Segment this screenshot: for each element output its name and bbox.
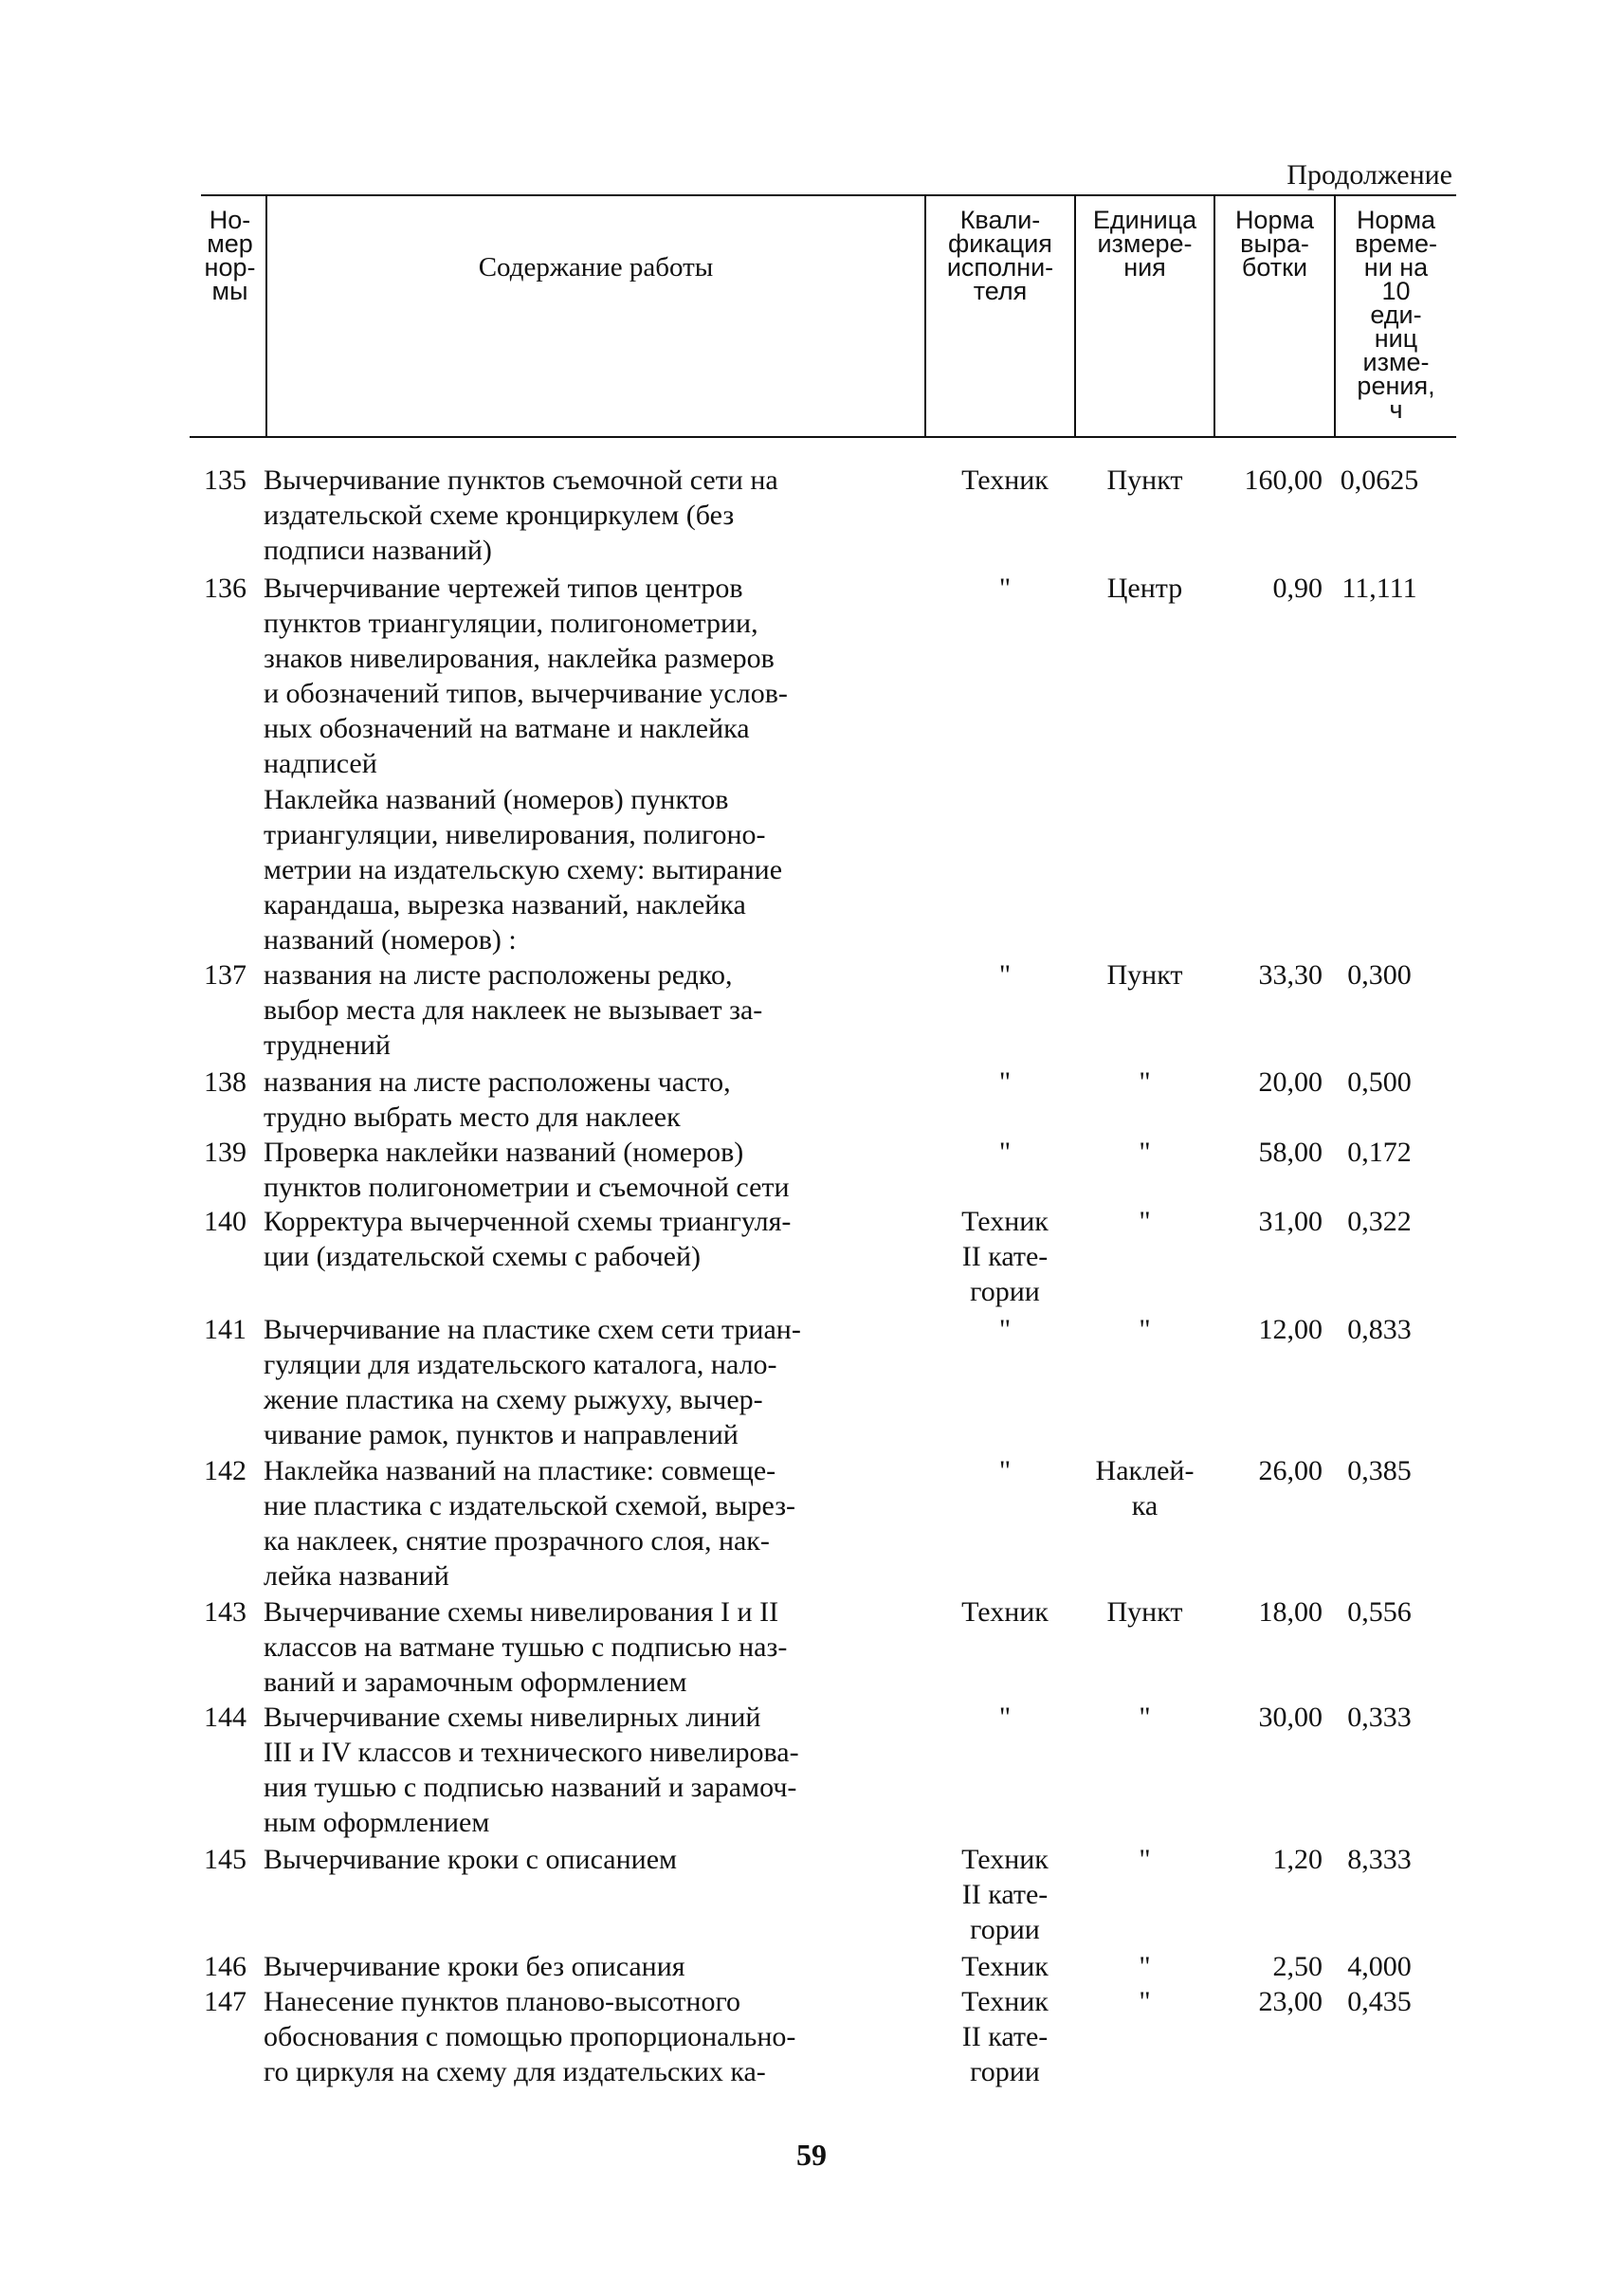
header-number: Но- мер нор- мы: [204, 206, 256, 305]
row-description: Вычерчивание пунктов съемочной сети на издательской схеме кронциркулем (без подписи названий): [264, 464, 778, 566]
row-output-rate: 33,30: [1258, 959, 1323, 991]
row-unit: ": [1139, 1702, 1151, 1733]
row-unit: Пункт: [1106, 464, 1183, 496]
row-unit: Наклей- ка: [1095, 1455, 1195, 1521]
header-time-rate: Норма време- ни на 10 еди- ниц изме- рения, ч: [1355, 206, 1437, 424]
row-qualification: ": [998, 573, 1012, 604]
header-content: Содержание работы: [478, 252, 714, 282]
continuation-label: Продолжение: [1286, 159, 1452, 191]
row-output-rate: 20,00: [1258, 1066, 1323, 1098]
row-qualification: ": [998, 1455, 1012, 1486]
row-unit: Пункт: [1106, 959, 1183, 991]
row-description: Нанесение пунктов планово-высотного обоснования с помощью пропорционально- го циркуля на схему для издательских ка-: [264, 1986, 796, 2087]
row-output-rate: 18,00: [1258, 1596, 1323, 1628]
row-time-rate: 4,000: [1347, 1951, 1412, 1982]
row-output-rate: 23,00: [1258, 1986, 1323, 2017]
row-description: Вычерчивание схемы нивелирных линий III и IV классов и технического нивелирова- ния тушью с подписью названий и зарамоч- ным оформлением: [264, 1702, 799, 1838]
row-time-rate: 11,111: [1341, 573, 1417, 604]
row-description: Вычерчивание кроки с описанием: [264, 1844, 678, 1875]
row-description: Вычерчивание схемы нивелирования I и II классов на ватмане тушью с подписью наз- ваний и зарамочным оформлением: [264, 1596, 788, 1698]
row-number: 137: [204, 959, 246, 991]
row-number: 142: [204, 1455, 246, 1486]
row-qualification: Техник: [961, 464, 1049, 496]
row-description: Проверка наклейки названий (номеров) пунктов полигонометрии и съемочной сети: [264, 1137, 790, 1203]
header-output-rate: Норма выра- ботки: [1234, 206, 1315, 282]
row-output-rate: 160,00: [1244, 464, 1323, 496]
row-output-rate: 1,20: [1272, 1844, 1323, 1875]
row-unit: Пункт: [1106, 1596, 1183, 1628]
row-qualification: Техник II кате- гории: [961, 1986, 1049, 2087]
header-unit: Единица измере- ния: [1092, 206, 1197, 282]
row-description: названия на листе расположены часто, трудно выбрать место для наклеек: [264, 1066, 731, 1133]
row-time-rate: 0,172: [1347, 1137, 1412, 1168]
row-description: Наклейка названий (номеров) пунктов триангуляции, нивелирования, полигоно- метрии на издательскую схему: вытирание карандаша, вырезка названий, наклейка названий (номеров) :: [264, 784, 783, 956]
row-time-rate: 0,300: [1347, 959, 1412, 991]
row-number: 136: [204, 573, 246, 604]
table-header-rule: [190, 436, 1456, 438]
row-number: 139: [204, 1137, 246, 1168]
row-qualification: ": [998, 1702, 1012, 1733]
row-description: названия на листе расположены редко, выбор места для наклеек не вызывает за- труднений: [264, 959, 763, 1061]
row-unit: ": [1139, 1951, 1151, 1982]
row-unit: ": [1139, 1206, 1151, 1237]
row-number: 146: [204, 1951, 246, 1982]
row-unit: ": [1139, 1986, 1151, 2017]
row-output-rate: 31,00: [1258, 1206, 1323, 1237]
row-number: 135: [204, 464, 246, 496]
row-time-rate: 0,500: [1347, 1066, 1412, 1098]
row-output-rate: 26,00: [1258, 1455, 1323, 1486]
row-number: 144: [204, 1702, 246, 1733]
row-time-rate: 0,322: [1347, 1206, 1412, 1237]
column-divider: [265, 194, 267, 436]
row-output-rate: 58,00: [1258, 1137, 1323, 1168]
row-qualification: Техник: [961, 1596, 1049, 1628]
row-qualification: Техник II кате- гории: [961, 1206, 1049, 1307]
row-output-rate: 30,00: [1258, 1702, 1323, 1733]
row-unit: ": [1139, 1137, 1151, 1168]
row-description: Вычерчивание на пластике схем сети триан- гуляции для издательского каталога, нало- жение пластика на схему рыжуху, вычер- чивание рамок, пунктов и направлений: [264, 1314, 801, 1450]
row-unit: ": [1139, 1314, 1151, 1345]
row-unit: ": [1139, 1844, 1151, 1875]
row-qualification: Техник: [961, 1951, 1049, 1982]
row-time-rate: 0,435: [1347, 1986, 1412, 2017]
row-output-rate: 12,00: [1258, 1314, 1323, 1345]
row-number: 141: [204, 1314, 246, 1345]
row-number: 140: [204, 1206, 246, 1237]
row-time-rate: 0,333: [1347, 1702, 1412, 1733]
row-qualification: ": [998, 1066, 1012, 1098]
row-qualification: ": [998, 1314, 1012, 1345]
row-qualification: ": [998, 1137, 1012, 1168]
row-time-rate: 0,385: [1347, 1455, 1412, 1486]
row-time-rate: 0,556: [1347, 1596, 1412, 1628]
row-description: Вычерчивание чертежей типов центров пунктов триангуляции, полигонометрии, знаков нивелирования, наклейка размеров и обозначений типов, вычерчивание услов- ных обозначений на ватмане и наклейка надписей: [264, 573, 788, 779]
row-number: 138: [204, 1066, 246, 1098]
row-description: Корректура вычерченной схемы триангуля- ции (издательской схемы с рабочей): [264, 1206, 792, 1272]
row-unit: ": [1139, 1066, 1151, 1098]
row-unit: Центр: [1106, 573, 1183, 604]
row-output-rate: 2,50: [1272, 1951, 1323, 1982]
row-description: Наклейка названий на пластике: совмеще- ние пластика с издательской схемой, вырез- ка наклеек, снятие прозрачного слоя, нак- лейка названий: [264, 1455, 796, 1592]
row-time-rate: 0,833: [1347, 1314, 1412, 1345]
row-qualification: Техник II кате- гории: [961, 1844, 1049, 1945]
table-top-rule: [201, 194, 1456, 196]
row-number: 143: [204, 1596, 246, 1628]
page-number: 59: [796, 2138, 827, 2172]
row-time-rate: 8,333: [1347, 1844, 1412, 1875]
row-time-rate: 0,0625: [1340, 464, 1419, 496]
header-qualification: Квали- фикация исполни- теля: [946, 206, 1054, 305]
row-output-rate: 0,90: [1272, 573, 1323, 604]
row-description: Вычерчивание кроки без описания: [264, 1951, 685, 1982]
row-qualification: ": [998, 959, 1012, 991]
row-number: 145: [204, 1844, 246, 1875]
row-number: 147: [204, 1986, 246, 2017]
